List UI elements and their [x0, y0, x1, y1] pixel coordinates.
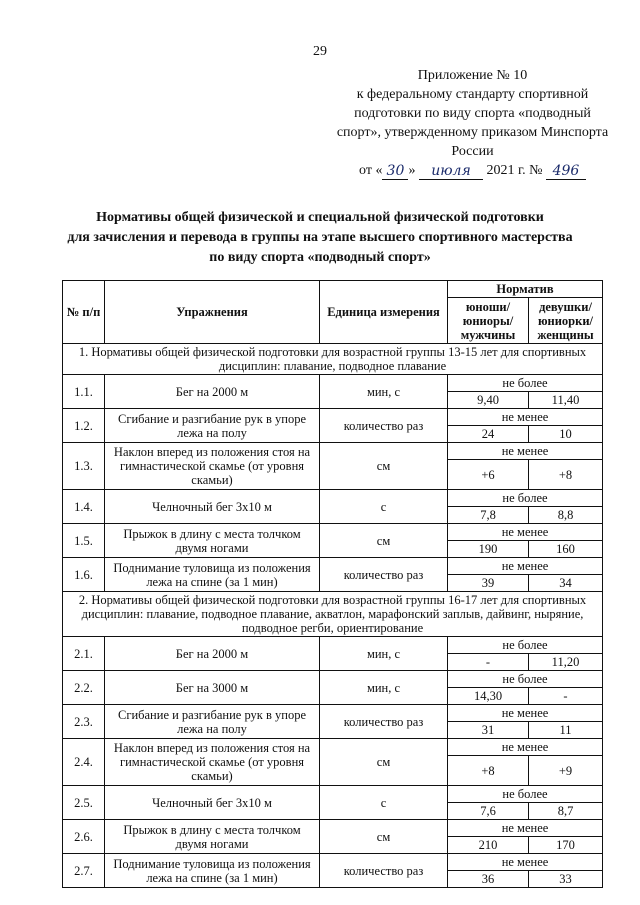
section-heading: 1. Нормативы общей физической подготовки для возрастной группы 13-15 лет для спортивных дисциплин: плавание, подводное плавание: [63, 344, 603, 375]
order-date-line: [330, 161, 615, 180]
male-value: -: [448, 654, 529, 671]
male-value: 190: [448, 541, 529, 558]
female-value: 8,7: [529, 803, 603, 820]
title-line: по виду спорта «подводный спорт»: [209, 250, 431, 265]
row-number: 2.6.: [63, 820, 105, 854]
norm-condition: не менее: [448, 739, 603, 756]
male-value: 39: [448, 575, 529, 592]
male-value: 36: [448, 871, 529, 888]
exercise-name: Прыжок в длину с места толчком двумя ногами: [105, 524, 320, 558]
row-number: 2.2.: [63, 671, 105, 705]
male-value: 7,6: [448, 803, 529, 820]
date-year: 2021 г. №: [486, 163, 543, 178]
unit-cell: с: [320, 490, 448, 524]
norm-condition: не менее: [448, 524, 603, 541]
title-line: для зачисления и перевода в группы на этапе высшего спортивного мастерства: [67, 230, 573, 245]
female-value: -: [529, 688, 603, 705]
row-number: 1.4.: [63, 490, 105, 524]
row-number: 1.2.: [63, 409, 105, 443]
norm-condition: не менее: [448, 443, 603, 460]
section-heading: 2. Нормативы общей физической подготовки для возрастной группы 16-17 лет для спортивных дисциплин: плавание, подводное плавание, акватлон, марафонский заплыв, дайвинг, ныряние, подводное регби, ориентирование: [63, 592, 603, 637]
row-number: 1.1.: [63, 375, 105, 409]
exercise-name: Наклон вперед из положения стоя на гимнастической скамье (от уровня скамьи): [105, 443, 320, 490]
row-number: 2.4.: [63, 739, 105, 786]
unit-cell: количество раз: [320, 705, 448, 739]
row-number: 2.1.: [63, 637, 105, 671]
norm-condition: не более: [448, 490, 603, 507]
header-norm: Норматив: [448, 281, 603, 298]
appendix-line: подготовки по виду спорта «подводный: [354, 106, 591, 121]
unit-cell: см: [320, 739, 448, 786]
table-row: [63, 409, 603, 426]
date-mid: »: [408, 163, 416, 178]
norm-condition: не менее: [448, 409, 603, 426]
exercise-name: Наклон вперед из положения стоя на гимнастической скамье (от уровня скамьи): [105, 739, 320, 786]
header-female: девушки/ юниорки/ женщины: [529, 298, 603, 344]
exercise-name: Бег на 2000 м: [105, 637, 320, 671]
standards-table: [62, 280, 603, 888]
exercise-name: Прыжок в длину с места толчком двумя ногами: [105, 820, 320, 854]
section-row: [63, 592, 603, 637]
exercise-name: Челночный бег 3x10 м: [105, 786, 320, 820]
male-value: +8: [448, 756, 529, 786]
unit-cell: см: [320, 443, 448, 490]
document-title: [40, 208, 600, 268]
unit-cell: мин, с: [320, 637, 448, 671]
table-row: [63, 705, 603, 722]
row-number: 1.5.: [63, 524, 105, 558]
page-number: 29: [313, 44, 327, 59]
male-value: 7,8: [448, 507, 529, 524]
exercise-name: Бег на 3000 м: [105, 671, 320, 705]
table-row: [63, 854, 603, 871]
table-row: [63, 524, 603, 541]
female-value: 11,20: [529, 654, 603, 671]
female-value: 10: [529, 426, 603, 443]
norm-condition: не более: [448, 671, 603, 688]
table-row: [63, 558, 603, 575]
header-num: № п/п: [63, 281, 105, 344]
unit-cell: мин, с: [320, 671, 448, 705]
female-value: 34: [529, 575, 603, 592]
male-value: 210: [448, 837, 529, 854]
table-row: [63, 490, 603, 507]
unit-cell: количество раз: [320, 854, 448, 888]
norm-condition: не менее: [448, 705, 603, 722]
male-value: 9,40: [448, 392, 529, 409]
exercise-name: Бег на 2000 м: [105, 375, 320, 409]
exercise-name: Челночный бег 3x10 м: [105, 490, 320, 524]
row-number: 2.3.: [63, 705, 105, 739]
exercise-name: Сгибание и разгибание рук в упоре лежа на полу: [105, 705, 320, 739]
unit-cell: количество раз: [320, 558, 448, 592]
row-number: 2.7.: [63, 854, 105, 888]
table-row: [63, 739, 603, 756]
norm-condition: не менее: [448, 558, 603, 575]
appendix-line: спорт», утвержденному приказом Минспорта: [336, 125, 609, 140]
female-value: 11: [529, 722, 603, 739]
female-value: 33: [529, 871, 603, 888]
male-value: 24: [448, 426, 529, 443]
appendix-header: [330, 66, 615, 180]
female-value: 8,8: [529, 507, 603, 524]
unit-cell: см: [320, 524, 448, 558]
male-value: +6: [448, 460, 529, 490]
header-exercise: Упражнения: [105, 281, 320, 344]
female-value: 11,40: [529, 392, 603, 409]
exercise-name: Поднимание туловища из положения лежа на спине (за 1 мин): [105, 854, 320, 888]
unit-cell: количество раз: [320, 409, 448, 443]
header-unit: Единица измерения: [320, 281, 448, 344]
appendix-line: к федеральному стандарту спортивной: [356, 87, 589, 102]
row-number: 1.6.: [63, 558, 105, 592]
norm-condition: не более: [448, 637, 603, 654]
exercise-name: Сгибание и разгибание рук в упоре лежа на полу: [105, 409, 320, 443]
male-value: 31: [448, 722, 529, 739]
appendix-line: России: [451, 144, 494, 159]
order-number: 496: [546, 163, 586, 180]
table-row: [63, 637, 603, 654]
table-row: [63, 671, 603, 688]
unit-cell: мин, с: [320, 375, 448, 409]
female-value: +9: [529, 756, 603, 786]
norm-condition: не менее: [448, 854, 603, 871]
table-row: [63, 820, 603, 837]
section-row: [63, 344, 603, 375]
unit-cell: см: [320, 820, 448, 854]
male-value: 14,30: [448, 688, 529, 705]
header-male: юноши/ юниоры/ мужчины: [448, 298, 529, 344]
exercise-name: Поднимание туловища из положения лежа на спине (за 1 мин): [105, 558, 320, 592]
date-prefix: от «: [359, 163, 383, 178]
table-row: [63, 375, 603, 392]
female-value: +8: [529, 460, 603, 490]
date-month: июля: [419, 163, 483, 180]
norm-condition: не менее: [448, 820, 603, 837]
female-value: 170: [529, 837, 603, 854]
table-row: [63, 443, 603, 460]
row-number: 1.3.: [63, 443, 105, 490]
female-value: 160: [529, 541, 603, 558]
appendix-line: Приложение № 10: [417, 68, 528, 83]
title-line: Нормативы общей физической и специальной физической подготовки: [96, 210, 544, 225]
norm-condition: не более: [448, 786, 603, 803]
table-row: [63, 786, 603, 803]
norm-condition: не более: [448, 375, 603, 392]
date-day: 30: [382, 163, 408, 180]
unit-cell: с: [320, 786, 448, 820]
row-number: 2.5.: [63, 786, 105, 820]
